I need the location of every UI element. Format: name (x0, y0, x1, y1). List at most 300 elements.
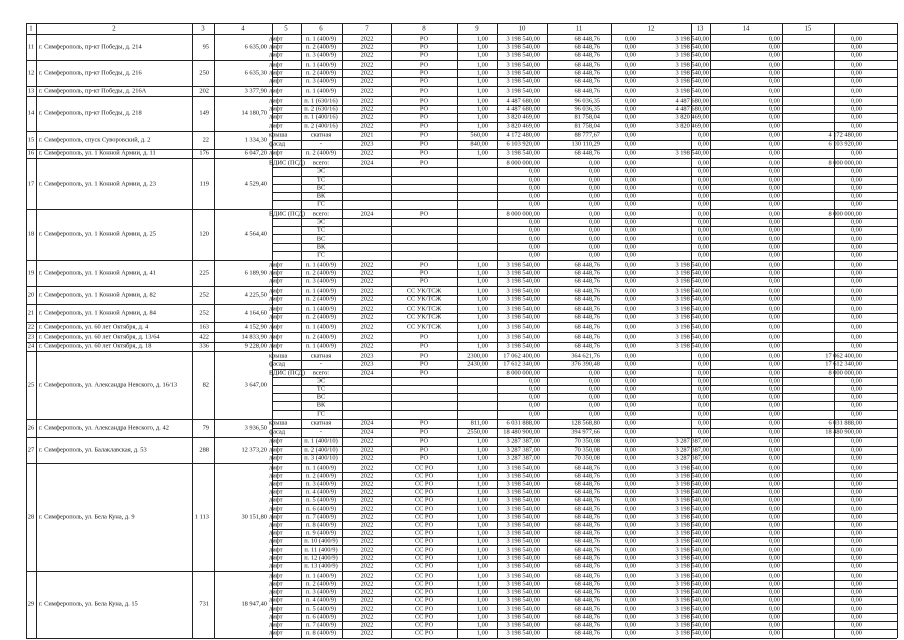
record-apartments: 225 (199, 269, 209, 277)
cell-value: п. 2 (400/9) (305, 580, 337, 588)
row-rule (26, 322, 897, 323)
cell-value: лифт (269, 480, 283, 488)
row-rule (272, 176, 897, 177)
cell-value: РО (419, 261, 429, 269)
cell-value: 3 820 469,00 (675, 113, 709, 121)
cell-value: 0,00 (768, 235, 780, 243)
record-number: 25 (27, 381, 35, 389)
cell-value: ВК (316, 401, 326, 409)
record-area: 3 377,90 (244, 87, 267, 95)
cell-value: 0,00 (697, 393, 709, 401)
cell-value: 1,00 (476, 464, 488, 472)
cell-value: 0,00 (588, 218, 600, 226)
row-rule (26, 149, 897, 150)
cell-value: лифт (269, 342, 283, 350)
cell-value: п. 7 (400/9) (305, 621, 337, 629)
cell-value: 840,00 (470, 140, 488, 148)
cell-value: 0,00 (768, 410, 780, 418)
cell-value: п. 4 (400/9) (305, 488, 337, 496)
cell-value: 0,00 (850, 192, 862, 200)
cell-value: 3 198 540,00 (506, 529, 540, 537)
cell-value: 0,00 (850, 496, 862, 504)
row-rule (26, 571, 897, 572)
cell-value: 17 612 340,00 (503, 360, 540, 368)
cell-value: 88 777,67 (574, 131, 600, 139)
cell-value: 0,00 (850, 342, 862, 350)
record-area: 18 947,40 (241, 600, 267, 608)
row-rule (272, 401, 897, 402)
cell-value: 0,00 (768, 554, 780, 562)
cell-value: 68 448,76 (574, 580, 600, 588)
cell-value: СС УК/ТСЖ (406, 287, 442, 295)
cell-value: 0,00 (768, 97, 780, 105)
row-rule (272, 251, 897, 252)
cell-value: РО (419, 333, 429, 341)
cell-value: 1,00 (476, 588, 488, 596)
cell-value: лифт (269, 313, 283, 321)
cell-value: 2024 (360, 159, 374, 167)
cell-value: 68 448,76 (574, 572, 600, 580)
row-rule (272, 243, 897, 244)
cell-value: СС РО (414, 605, 434, 613)
cell-value: п. 1 (400/9) (305, 35, 337, 43)
cell-value: лифт (269, 454, 283, 462)
cell-value: 3 198 540,00 (675, 342, 709, 350)
cell-value: 0,00 (768, 149, 780, 157)
cell-value: 0,00 (850, 333, 862, 341)
header-cell: 15 (804, 25, 812, 32)
cell-value: 0,00 (624, 572, 636, 580)
cell-value: 0,00 (768, 69, 780, 77)
cell-value: 3 198 540,00 (506, 295, 540, 303)
cell-value: 68 448,76 (574, 51, 600, 59)
cell-value: лифт (269, 323, 283, 331)
cell-value: 0,00 (697, 200, 709, 208)
record-apartments: 1 113 (194, 513, 209, 521)
cell-value: 0,00 (624, 69, 636, 77)
cell-value: 0,00 (697, 360, 709, 368)
cell-value: 0,00 (768, 277, 780, 285)
cell-value: 1,00 (476, 554, 488, 562)
cell-value: лифт (269, 472, 283, 480)
cell-value: 3 198 540,00 (675, 323, 709, 331)
cell-value: 0,00 (624, 472, 636, 480)
cell-value: 3 198 540,00 (506, 621, 540, 629)
cell-value: 2022 (360, 572, 374, 580)
cell-value: 0,00 (850, 61, 862, 69)
row-rule (26, 209, 897, 210)
record-apartments: 422 (199, 333, 209, 341)
cell-value: лифт (269, 333, 283, 341)
cell-value: 68 448,76 (574, 588, 600, 596)
cell-value: 3 198 540,00 (675, 505, 709, 513)
cell-value: 0,00 (850, 87, 862, 95)
cell-value: 0,00 (768, 342, 780, 350)
cell-value: лифт (269, 521, 283, 529)
cell-value: лифт (269, 122, 283, 130)
record-address: г. Симферополь, спуск Суворовский, д. 2 (39, 136, 151, 144)
cell-value: РО (419, 419, 429, 427)
cell-value: 96 036,35 (574, 105, 600, 113)
cell-value: 1,00 (476, 580, 488, 588)
cell-value: 0,00 (768, 140, 780, 148)
record-number: 26 (27, 424, 35, 432)
cell-value: 0,00 (850, 505, 862, 513)
cell-value: 68 448,76 (574, 521, 600, 529)
cell-value: СС РО (414, 596, 434, 604)
cell-value: 4 487 680,00 (675, 97, 709, 105)
cell-value: п. 1 (630/16) (304, 97, 338, 105)
cell-value: 0,00 (768, 588, 780, 596)
cell-value: 3 198 540,00 (675, 69, 709, 77)
cell-value: 0,00 (768, 369, 780, 377)
cell-value: 0,00 (624, 313, 636, 321)
cell-value: 0,00 (588, 401, 600, 409)
cell-value: 0,00 (588, 377, 600, 385)
cell-value: 0,00 (624, 61, 636, 69)
header-cell: 10 (518, 25, 526, 32)
cell-value: 0,00 (624, 113, 636, 121)
cell-value: 68 448,76 (574, 529, 600, 537)
cell-value: 2024 (360, 428, 374, 436)
cell-value: 2022 (360, 61, 374, 69)
cell-value: 1,00 (476, 269, 488, 277)
cell-value: 0,00 (850, 437, 862, 445)
cell-value: 0,00 (588, 226, 600, 234)
cell-value: РО (419, 140, 429, 148)
cell-value: лифт (269, 605, 283, 613)
cell-value: 0,00 (528, 218, 540, 226)
cell-value: п. 6 (400/9) (305, 505, 337, 513)
cell-value: 2022 (360, 287, 374, 295)
cell-value: 0,00 (850, 269, 862, 277)
row-rule (26, 304, 897, 305)
record-apartments: 95 (202, 43, 209, 51)
cell-value: 1,00 (476, 105, 488, 113)
cell-value: СС РО (414, 537, 434, 545)
cell-value: 3 198 540,00 (506, 149, 540, 157)
cell-value: 0,00 (528, 226, 540, 234)
cell-value: 3 198 540,00 (506, 605, 540, 613)
cell-value: 68 448,76 (574, 613, 600, 621)
header-cell: 8 (422, 25, 426, 32)
cell-value: 1,00 (476, 295, 488, 303)
cell-value: 0,00 (624, 210, 636, 218)
cell-value: 0,00 (850, 401, 862, 409)
record-address: г. Симферополь, пр-кт Победы, д. 216А (39, 87, 147, 95)
cell-value: 0,00 (624, 287, 636, 295)
cell-value: 0,00 (624, 369, 636, 377)
cell-value: 3 198 540,00 (506, 287, 540, 295)
cell-value: СС УК/ТСЖ (406, 295, 442, 303)
record-apartments: 163 (199, 323, 209, 331)
cell-value: 3 198 540,00 (506, 43, 540, 51)
row-rule (26, 131, 897, 132)
cell-value: 0,00 (588, 251, 600, 259)
cell-value: лифт (269, 437, 283, 445)
cell-value: 0,00 (768, 159, 780, 167)
cell-value: 3 287 387,00 (675, 446, 709, 454)
row-rule (272, 226, 897, 227)
column-rule (214, 23, 215, 638)
cell-value: 0,00 (624, 605, 636, 613)
cell-value: 2022 (360, 305, 374, 313)
cell-value: 0,00 (768, 562, 780, 570)
cell-value: 0,00 (697, 377, 709, 385)
cell-value: 3 198 540,00 (506, 480, 540, 488)
cell-value: 2022 (360, 629, 374, 637)
cell-value: крыша (269, 352, 288, 360)
cell-value: 1,00 (476, 629, 488, 637)
cell-value: 0,00 (624, 562, 636, 570)
cell-value: 68 448,76 (574, 87, 600, 95)
cell-value: 3 198 540,00 (675, 261, 709, 269)
cell-value: 3 198 540,00 (506, 554, 540, 562)
cell-value: 0,00 (768, 184, 780, 192)
cell-value: 0,00 (850, 588, 862, 596)
cell-value: 1,00 (476, 277, 488, 285)
cell-value: 3 198 540,00 (675, 537, 709, 545)
cell-value: 0,00 (850, 629, 862, 637)
cell-value: фасад (269, 428, 285, 436)
cell-value: 1,00 (476, 305, 488, 313)
cell-value: п. 8 (400/9) (305, 629, 337, 637)
cell-value: 3 198 540,00 (506, 87, 540, 95)
cell-value: 68 448,76 (574, 35, 600, 43)
cell-value: лифт (269, 629, 283, 637)
cell-value: 1,00 (476, 261, 488, 269)
cell-value: 3 198 540,00 (675, 521, 709, 529)
record-apartments: 250 (199, 69, 209, 77)
cell-value: 0,00 (588, 243, 600, 251)
cell-value: 0,00 (624, 419, 636, 427)
cell-value: 2022 (360, 505, 374, 513)
cell-value: РО (419, 342, 429, 350)
cell-value: - (319, 360, 323, 368)
cell-value: 3 820 469,00 (506, 122, 540, 130)
cell-value: ВС (316, 184, 326, 192)
cell-value: 17 062 400,00 (503, 352, 540, 360)
row-rule (26, 286, 897, 287)
cell-value: 3 198 540,00 (506, 596, 540, 604)
cell-value: 68 448,76 (574, 43, 600, 51)
header-cell: 2 (112, 25, 116, 32)
cell-value: 130 110,29 (571, 140, 600, 148)
cell-value: 68 448,76 (574, 629, 600, 637)
row-rule (272, 167, 897, 168)
cell-value: 0,00 (588, 369, 600, 377)
cell-value: 0,00 (697, 192, 709, 200)
cell-value: 3 198 540,00 (506, 580, 540, 588)
cell-value: 1,00 (476, 572, 488, 580)
cell-value: лифт (269, 105, 283, 113)
cell-value: лифт (269, 513, 283, 521)
cell-value: 0,00 (850, 464, 862, 472)
cell-value: 0,00 (697, 140, 709, 148)
cell-value: скатная (310, 352, 332, 360)
cell-value: 68 448,76 (574, 488, 600, 496)
cell-value: 0,00 (624, 43, 636, 51)
cell-value: 0,00 (768, 261, 780, 269)
cell-value: п. 1 (400/9) (305, 61, 337, 69)
cell-value: лифт (269, 580, 283, 588)
cell-value: 3 198 540,00 (506, 629, 540, 637)
cell-value: СС РО (414, 496, 434, 504)
cell-value: ВС (316, 393, 326, 401)
cell-value: 0,00 (528, 243, 540, 251)
cell-value: 0,00 (768, 521, 780, 529)
cell-value: 1,00 (476, 113, 488, 121)
cell-value: 2022 (360, 437, 374, 445)
cell-value: РО (419, 131, 429, 139)
cell-value: 0,00 (768, 437, 780, 445)
row-rule (26, 342, 897, 343)
cell-value: 0,00 (850, 537, 862, 545)
cell-value: 0,00 (624, 105, 636, 113)
cell-value: 1,00 (476, 149, 488, 157)
cell-value: лифт (269, 77, 283, 85)
cell-value: п. 12 (400/9) (304, 554, 338, 562)
header-cell: 13 (696, 25, 704, 32)
cell-value: 0,00 (624, 505, 636, 513)
cell-value: 0,00 (697, 184, 709, 192)
cell-value: п. 5 (400/9) (305, 605, 337, 613)
cell-value: 0,00 (768, 596, 780, 604)
cell-value: ВДИС (ПСД) (269, 159, 306, 167)
record-number: 16 (27, 149, 35, 157)
cell-value: 68 448,76 (574, 269, 600, 277)
cell-value: лифт (269, 505, 283, 513)
cell-value: 6 031 888,00 (506, 419, 540, 427)
cell-value: 3 198 540,00 (506, 521, 540, 529)
cell-value: 1,00 (476, 35, 488, 43)
cell-value: п. 2 (400/9) (305, 295, 337, 303)
cell-value: 1,00 (476, 480, 488, 488)
cell-value: 0,00 (624, 131, 636, 139)
cell-value: 0,00 (624, 529, 636, 537)
cell-value: 0,00 (624, 393, 636, 401)
cell-value: лифт (269, 496, 283, 504)
cell-value: 0,00 (768, 43, 780, 51)
cell-value: 0,00 (624, 446, 636, 454)
record-number: 29 (27, 600, 35, 608)
cell-value: 3 198 540,00 (675, 554, 709, 562)
cell-value: 3 198 540,00 (675, 277, 709, 285)
cell-value: п. 3 (400/10) (304, 454, 338, 462)
cell-value: 2023 (360, 360, 374, 368)
cell-value: 0,00 (850, 277, 862, 285)
cell-value: 0,00 (768, 287, 780, 295)
cell-value: СС РО (414, 521, 434, 529)
record-number: 21 (27, 309, 35, 317)
cell-value: лифт (269, 277, 283, 285)
cell-value: п. 2 (400/9) (305, 149, 337, 157)
record-address: г. Симферополь, пр-кт Победы, д. 216 (39, 69, 142, 77)
cell-value: 0,00 (624, 305, 636, 313)
cell-value: РО (419, 428, 429, 436)
cell-value: п. 2 (400/9) (305, 43, 337, 51)
cell-value: 0,00 (528, 401, 540, 409)
cell-value: 2024 (360, 369, 374, 377)
cell-value: крыша (269, 131, 288, 139)
cell-value: 0,00 (624, 428, 636, 436)
cell-value: 8 000 000,00 (506, 159, 540, 167)
record-address: г. Симферополь, ул. 60 лет Октября, д. 13/64 (39, 333, 160, 341)
cell-value: 0,00 (850, 149, 862, 157)
cell-value: 1,00 (476, 605, 488, 613)
cell-value: 0,00 (850, 113, 862, 121)
cell-value: 0,00 (528, 184, 540, 192)
cell-value: РО (419, 352, 429, 360)
cell-value: 0,00 (624, 596, 636, 604)
cell-value: 0,00 (768, 572, 780, 580)
cell-value: 0,00 (768, 352, 780, 360)
row-rule (272, 410, 897, 411)
cell-value: п. 5 (400/9) (305, 496, 337, 504)
cell-value: 2022 (360, 464, 374, 472)
row-rule (26, 419, 897, 420)
cell-value: 0,00 (624, 629, 636, 637)
cell-value: 0,00 (850, 521, 862, 529)
row-rule (26, 34, 897, 35)
row-rule (272, 377, 897, 378)
cell-value: 0,00 (624, 35, 636, 43)
cell-value: ВС (316, 235, 326, 243)
cell-value: СС УК/ТСЖ (406, 323, 442, 331)
cell-value: 0,00 (588, 210, 600, 218)
record-address: г. Симферополь, ул. 1 Конной Армии, д. 84 (39, 309, 156, 317)
record-number: 14 (27, 109, 35, 117)
cell-value: 0,00 (624, 140, 636, 148)
cell-value: крыша (269, 419, 288, 427)
record-area: 6 047,20 (244, 149, 267, 157)
cell-value: скатная (310, 131, 332, 139)
cell-value: 0,00 (624, 588, 636, 596)
cell-value: 3 198 540,00 (675, 61, 709, 69)
cell-value: РО (419, 69, 429, 77)
cell-value: 2022 (360, 277, 374, 285)
record-number: 23 (27, 333, 35, 341)
cell-value: 128 568,80 (571, 419, 600, 427)
row-rule (272, 200, 897, 201)
record-area: 4 529,40 (244, 180, 267, 188)
cell-value: ЭС (316, 218, 326, 226)
cell-value: 2022 (360, 295, 374, 303)
cell-value: 0,00 (768, 546, 780, 554)
cell-value: ТС (316, 176, 326, 184)
cell-value: 0,00 (588, 200, 600, 208)
cell-value: 0,00 (624, 159, 636, 167)
cell-value: 0,00 (768, 51, 780, 59)
cell-value: РО (419, 369, 429, 377)
cell-value: 0,00 (850, 572, 862, 580)
cell-value: 68 448,76 (574, 61, 600, 69)
cell-value: 0,00 (624, 218, 636, 226)
cell-value: 0,00 (624, 496, 636, 504)
column-rule (192, 23, 193, 638)
cell-value: фасад (269, 360, 285, 368)
cell-value: 2022 (360, 513, 374, 521)
cell-value: 0,00 (850, 243, 862, 251)
record-area: 12 373,20 (241, 446, 267, 454)
cell-value: СС РО (414, 621, 434, 629)
cell-value: 2550,00 (467, 428, 488, 436)
cell-value: п. 1 (400/9) (305, 464, 337, 472)
header-cell: 4 (241, 25, 245, 32)
cell-value: 0,00 (768, 113, 780, 121)
cell-value: СС РО (414, 580, 434, 588)
cell-value: 68 448,76 (574, 496, 600, 504)
